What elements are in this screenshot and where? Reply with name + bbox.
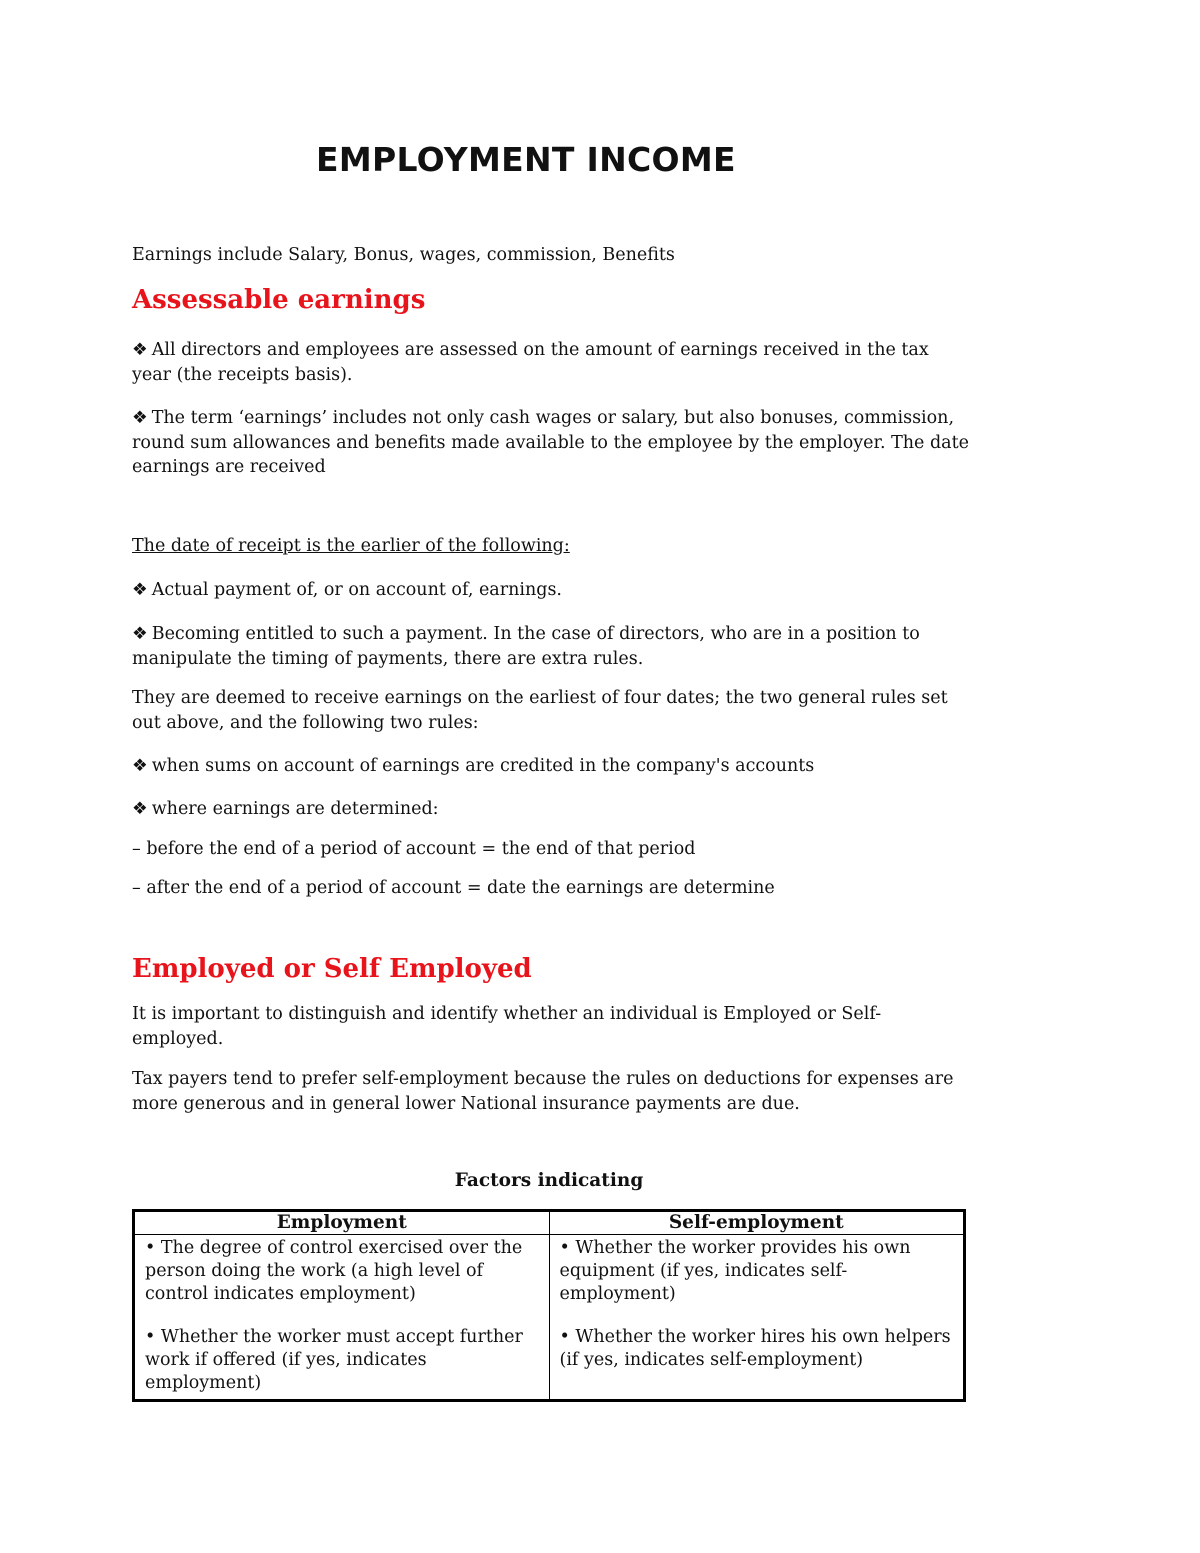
paragraph: It is important to distinguish and identify whether an individual is Employed or Self-employed. [132, 1004, 882, 1049]
diamond-bullet-icon: ❖ [132, 408, 148, 428]
bullet-text: All directors and employees are assessed on the amount of earnings received in the tax year (the receipts basis). [132, 340, 929, 385]
bullet-text: when sums on account of earnings are credited in the company's accounts [151, 756, 815, 776]
bullet-item [132, 754, 972, 779]
diamond-bullet-icon: ❖ [132, 799, 148, 819]
bullet-text: Becoming entitled to such a payment. In the case of directors, who are in a position to manipulate the timing of payments, there are extra rules. [132, 624, 920, 669]
diamond-bullet-icon: ❖ [132, 624, 148, 644]
list-item: • Whether the worker provides his own equipment (if yes, indicates self-employment) [559, 1238, 911, 1304]
dash-item: – after the end of a period of account = date the earnings are determine [132, 878, 775, 898]
column-header-self-employment: Self-employment [549, 1211, 965, 1235]
bullet-item [132, 406, 972, 480]
list-item: • Whether the worker hires his own helpers (if yes, indicates self-employment) [559, 1327, 951, 1370]
bullet-text: where earnings are determined: [151, 799, 439, 819]
factors-table [132, 1209, 966, 1402]
section-heading-assessable-earnings: Assessable earnings [132, 285, 426, 315]
employment-factors-cell [134, 1235, 550, 1401]
table-caption: Factors indicating [454, 1170, 644, 1191]
self-employment-factors-cell [549, 1235, 965, 1401]
bullet-item [132, 338, 972, 387]
bullet-item [132, 797, 972, 822]
deemed-receipt-text: They are deemed to receive earnings on the earliest of four dates; the two general rules set out above, and the following two rules: [132, 688, 948, 733]
column-header-employment: Employment [134, 1211, 550, 1235]
receipt-date-heading: The date of receipt is the earlier of the following: [132, 536, 570, 556]
bullet-item [132, 622, 972, 671]
diamond-bullet-icon: ❖ [132, 340, 148, 360]
dash-item: – before the end of a period of account = the end of that period [132, 839, 696, 859]
table-row [134, 1235, 965, 1401]
intro-text: Earnings include Salary, Bonus, wages, commission, Benefits [132, 245, 675, 265]
diamond-bullet-icon: ❖ [132, 756, 148, 776]
page-title: EMPLOYMENT INCOME [316, 140, 736, 179]
bullet-item [132, 578, 972, 603]
section-heading-employed-or-self-employed: Employed or Self Employed [132, 954, 532, 984]
bullet-text: Actual payment of, or on account of, earnings. [151, 580, 562, 600]
bullet-text: The term ‘earnings’ includes not only cash wages or salary, but also bonuses, commission, round sum allowances and benefits made available to the employee by the employer. The date earnings are received [132, 408, 969, 477]
list-item: • Whether the worker must accept further work if offered (if yes, indicates employment) [145, 1327, 523, 1393]
table-header-row [134, 1211, 965, 1235]
paragraph: Tax payers tend to prefer self-employment because the rules on deductions for expenses are more generous and in general lower National insurance payments are due. [132, 1069, 954, 1114]
list-item: • The degree of control exercised over the person doing the work (a high level of control indicates employment) [145, 1238, 523, 1304]
diamond-bullet-icon: ❖ [132, 580, 148, 600]
